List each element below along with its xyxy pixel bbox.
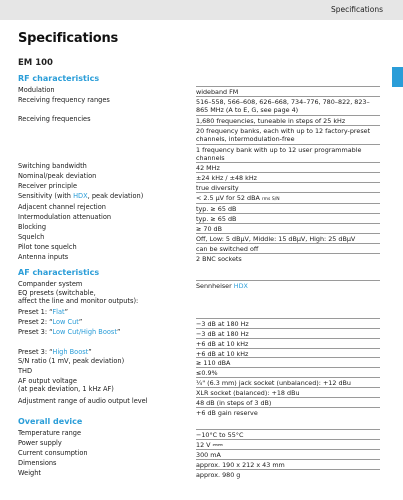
page-title: Specifications bbox=[18, 31, 119, 46]
spec-label: Weight bbox=[18, 469, 41, 477]
spec-value: +6 dB at 10 kHz bbox=[196, 348, 380, 358]
spec-value: 516–558, 566–608, 626–668, 734–776, 780–822, 823–865 MHz (A to E, G, see page 4) bbox=[196, 96, 380, 115]
header-bar bbox=[0, 0, 403, 20]
header-section-title: Specifications bbox=[330, 5, 383, 14]
spec-value: 48 dB (in steps of 3 dB) bbox=[196, 397, 380, 407]
spec-value: 1,680 frequencies, tuneable in steps of 25 kHz bbox=[196, 115, 380, 125]
label-highlight: High Boost bbox=[52, 348, 89, 356]
af-heading: AF characteristics bbox=[18, 268, 100, 277]
spec-label bbox=[18, 348, 193, 356]
spec-value: approx. 190 x 212 x 43 mm bbox=[196, 459, 380, 469]
rf-heading: RF characteristics bbox=[18, 74, 100, 83]
spec-value: Off, Low: 5 dBµV, Middle: 15 dBµV, High: 25 dBµV bbox=[196, 233, 380, 243]
spec-label bbox=[18, 377, 193, 394]
spec-label: Squelch bbox=[18, 233, 45, 241]
spec-label: Receiving frequency ranges bbox=[18, 96, 110, 104]
spec-label bbox=[18, 308, 193, 316]
spec-label: Adjustment range of audio output level bbox=[18, 397, 148, 405]
value-subscript: rms S/N bbox=[261, 197, 280, 202]
label-text: ” bbox=[116, 328, 121, 336]
spec-value: can be switched off bbox=[196, 243, 380, 253]
spec-value: ¼" (6.3 mm) jack socket (unbalanced): +12 dBu bbox=[196, 377, 380, 387]
spec-value bbox=[196, 280, 380, 290]
spec-value: 300 mA bbox=[196, 449, 380, 459]
label-text: ” bbox=[64, 308, 69, 316]
spec-label bbox=[18, 192, 193, 200]
model-name: EM 100 bbox=[18, 58, 53, 68]
section-side-tab bbox=[392, 67, 403, 87]
label-text: Preset 2: “ bbox=[18, 318, 53, 326]
label-highlight: HDX bbox=[73, 192, 88, 200]
label-highlight: Low Cut bbox=[52, 318, 79, 326]
label-highlight: Low Cut/High Boost bbox=[52, 328, 117, 336]
label-line: EQ presets (switchable, bbox=[18, 289, 96, 297]
spec-value: 12 V ⎓⎓ bbox=[196, 439, 380, 449]
spec-label: Compander system bbox=[18, 280, 83, 288]
spec-value: −3 dB at 180 Hz bbox=[196, 318, 380, 328]
spec-label: S/N ratio (1 mV, peak deviation) bbox=[18, 357, 125, 365]
spec-label: Receiving frequencies bbox=[18, 115, 91, 123]
overall-heading: Overall device bbox=[18, 417, 83, 426]
spec-value: −10°C to 55°C bbox=[196, 429, 380, 439]
spec-label: THD bbox=[18, 367, 33, 375]
spec-value: typ. ≥ 65 dB bbox=[196, 203, 380, 213]
value-highlight: HDX bbox=[233, 282, 248, 290]
spec-value: 42 MHz bbox=[196, 162, 380, 172]
spec-label: Power supply bbox=[18, 439, 62, 447]
spec-value: 20 frequency banks, each with up to 12 factory-preset channels, intermodulation-free bbox=[196, 125, 380, 144]
spec-label: Current consumption bbox=[18, 449, 88, 457]
spec-value: −3 dB at 180 Hz bbox=[196, 328, 380, 338]
label-text: ” bbox=[88, 348, 92, 356]
label-text: Preset 3: “ bbox=[18, 348, 53, 356]
value-text: Sennheiser bbox=[196, 282, 234, 290]
label-text: ” bbox=[78, 318, 83, 326]
spec-label: Receiver principle bbox=[18, 182, 78, 190]
label-highlight: Flat bbox=[52, 308, 65, 316]
spec-value: ≥ 70 dB bbox=[196, 223, 380, 233]
spec-label: Nominal/peak deviation bbox=[18, 172, 97, 180]
spec-value: 2 BNC sockets bbox=[196, 253, 380, 263]
label-text: Sensitivity (with bbox=[18, 192, 74, 200]
spec-label: Switching bandwidth bbox=[18, 162, 87, 170]
label-text: Preset 3: “ bbox=[18, 328, 53, 336]
label-line: (at peak deviation, 1 kHz AF) bbox=[18, 385, 114, 394]
spec-label: Modulation bbox=[18, 86, 55, 94]
spec-value: 1 frequency bank with up to 12 user programmable channels bbox=[196, 144, 380, 163]
spec-value: ≥ 110 dBA bbox=[196, 357, 380, 367]
spec-label: Antenna inputs bbox=[18, 253, 69, 261]
spec-value: wideband FM bbox=[196, 86, 380, 96]
spec-value: ≤0.9% bbox=[196, 367, 380, 377]
label-line: AF output voltage bbox=[18, 377, 77, 385]
spec-label: Pilot tone squelch bbox=[18, 243, 77, 251]
spec-label: Adjacent channel rejection bbox=[18, 203, 106, 211]
label-text: Preset 1: “ bbox=[18, 308, 53, 316]
spec-value: typ. ≥ 65 dB bbox=[196, 213, 380, 223]
spec-label: Blocking bbox=[18, 223, 47, 231]
spec-label: Temperature range bbox=[18, 429, 82, 437]
spec-value: +6 dB gain reserve bbox=[196, 407, 380, 417]
spec-value: ±24 kHz / ±48 kHz bbox=[196, 172, 380, 182]
label-line: affect the line and monitor outputs): bbox=[18, 297, 139, 306]
spec-label: Intermodulation attenuation bbox=[18, 213, 112, 221]
spec-value: +6 dB at 10 kHz bbox=[196, 338, 380, 348]
spec-label bbox=[18, 289, 193, 306]
spec-label: Dimensions bbox=[18, 459, 57, 467]
spec-value: XLR socket (balanced): +18 dBu bbox=[196, 387, 380, 397]
value-text: < 2.5 µV for 52 dBA bbox=[196, 194, 260, 202]
spec-value: approx. 980 g bbox=[196, 469, 380, 479]
spec-label bbox=[18, 318, 193, 326]
spec-value: true diversity bbox=[196, 182, 380, 192]
label-text: , peak deviation) bbox=[87, 192, 144, 200]
spec-label bbox=[18, 328, 193, 336]
